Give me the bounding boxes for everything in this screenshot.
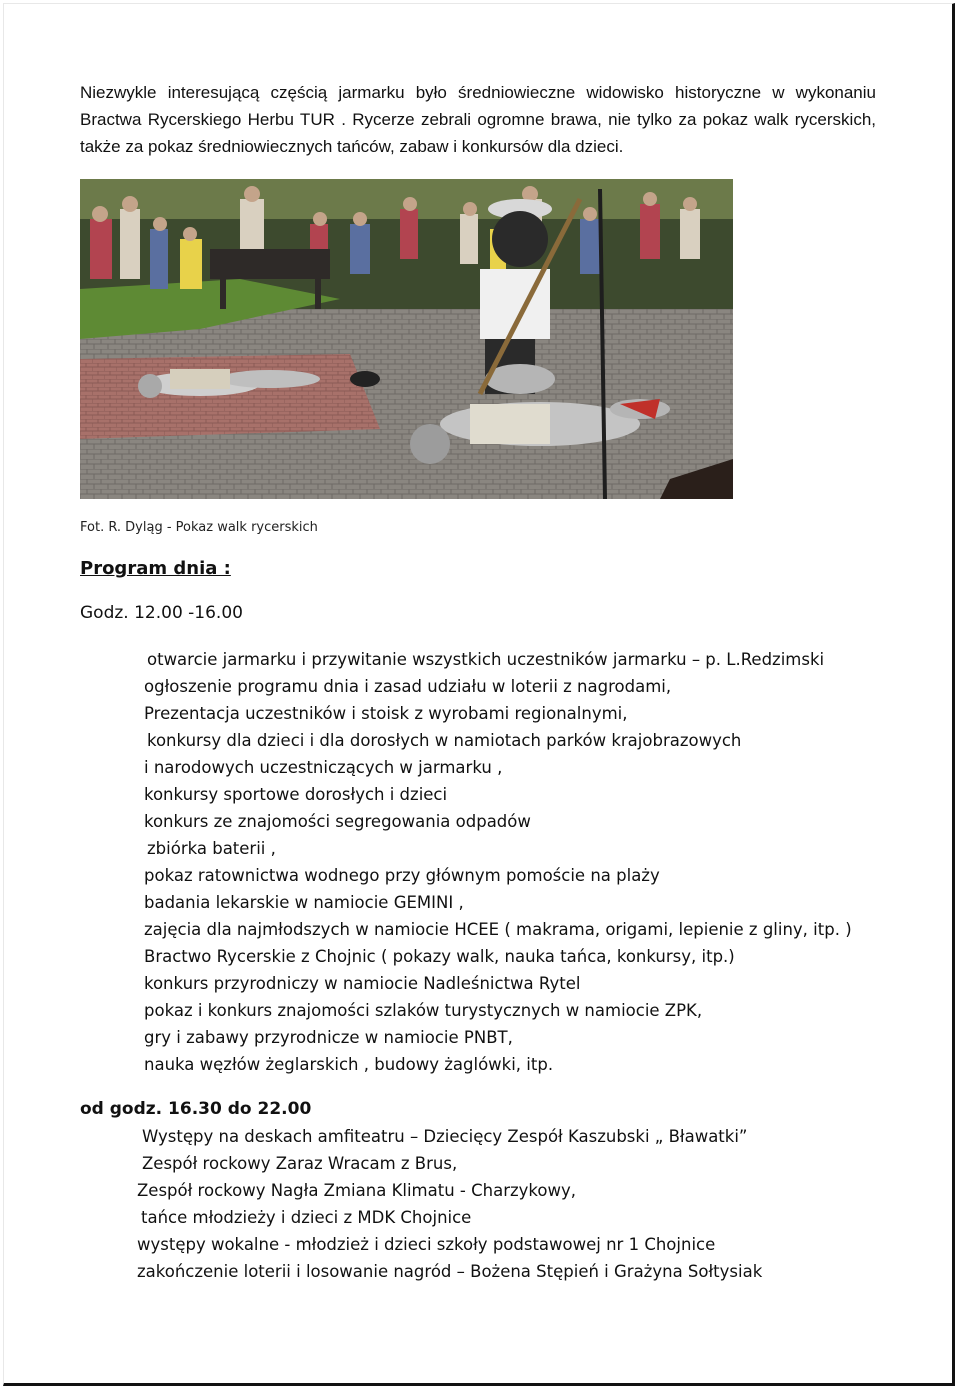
list-item: Zespół rockowy Nagła Zmiana Klimatu - Charzykowy, [137, 1181, 576, 1200]
list-item: konkursy sportowe dorosłych i dzieci [144, 785, 448, 804]
intro-paragraph: Niezwykle interesującą częścią jarmarku było średniowieczne widowisko historyczne w wykonaniu Bractwa Rycerskiego Herbu TUR . Rycerze zebrali ogromne brawa, nie tylko za pokaz walk rycerskich, także za pokaz średniowiecznych tańców, zabaw i konkursów dla dzieci. [80, 83, 876, 156]
list-item: zbiórka baterii , [147, 839, 276, 858]
list-item: ogłoszenie programu dnia i zasad udziału w loterii z nagrodami, [144, 677, 672, 696]
list-item: i narodowych uczestniczących w jarmarku , [144, 758, 503, 777]
knights-show-photo [80, 179, 733, 499]
list-item: pokaz i konkurs znajomości szlaków turystycznych w namiocie ZPK, [144, 1001, 703, 1020]
list-item: Prezentacja uczestników i stoisk z wyrobami regionalnymi, [144, 704, 628, 723]
list-item: Zespół rockowy Zaraz Wracam z Brus, [142, 1154, 458, 1173]
list-item: pokaz ratownictwa wodnego przy głównym pomoście na plaży [144, 866, 660, 885]
list-item: otwarcie jarmarku i przywitanie wszystkich uczestników jarmarku – p. L.Redzimski [147, 650, 825, 669]
list-item: Występy na deskach amfiteatru – Dziecięcy Zespół Kaszubski „ Bławatki” [142, 1127, 748, 1146]
list-item: badania lekarskie w namiocie GEMINI , [144, 893, 464, 912]
time-range-2: od godz. 16.30 do 22.00 [80, 1099, 312, 1119]
list-item: tańce młodzieży i dzieci z MDK Chojnice [141, 1208, 472, 1227]
list-item: nauka węzłów żeglarskich , budowy żaglówki, itp. [144, 1055, 554, 1074]
list-item: konkursy dla dzieci i dla dorosłych w namiotach parków krajobrazowych [147, 731, 742, 750]
photo-caption: Fot. R. Dyląg - Pokaz walk rycerskich [80, 520, 318, 535]
list-item: zakończenie loterii i losowanie nagród – Bożena Stępień i Grażyna Sołtysiak [137, 1262, 763, 1281]
list-item: gry i zabawy przyrodnicze w namiocie PNBT, [144, 1028, 513, 1047]
list-item: Bractwo Rycerskie z Chojnic ( pokazy walk, nauka tańca, konkursy, itp.) [144, 947, 735, 966]
list-item: zajęcia dla najmłodszych w namiocie HCEE ( makrama, origami, lepienie z gliny, itp. ) [144, 920, 852, 939]
program-heading: Program dnia : [80, 558, 231, 579]
list-item: konkurs przyrodniczy w namiocie Nadleśnictwa Rytel [144, 974, 581, 993]
list-item: występy wokalne - młodzież i dzieci szkoły podstawowej nr 1 Chojnice [137, 1235, 716, 1254]
list-item: konkurs ze znajomości segregowania odpadów [144, 812, 531, 831]
time-range-1: Godz. 12.00 -16.00 [80, 603, 243, 623]
